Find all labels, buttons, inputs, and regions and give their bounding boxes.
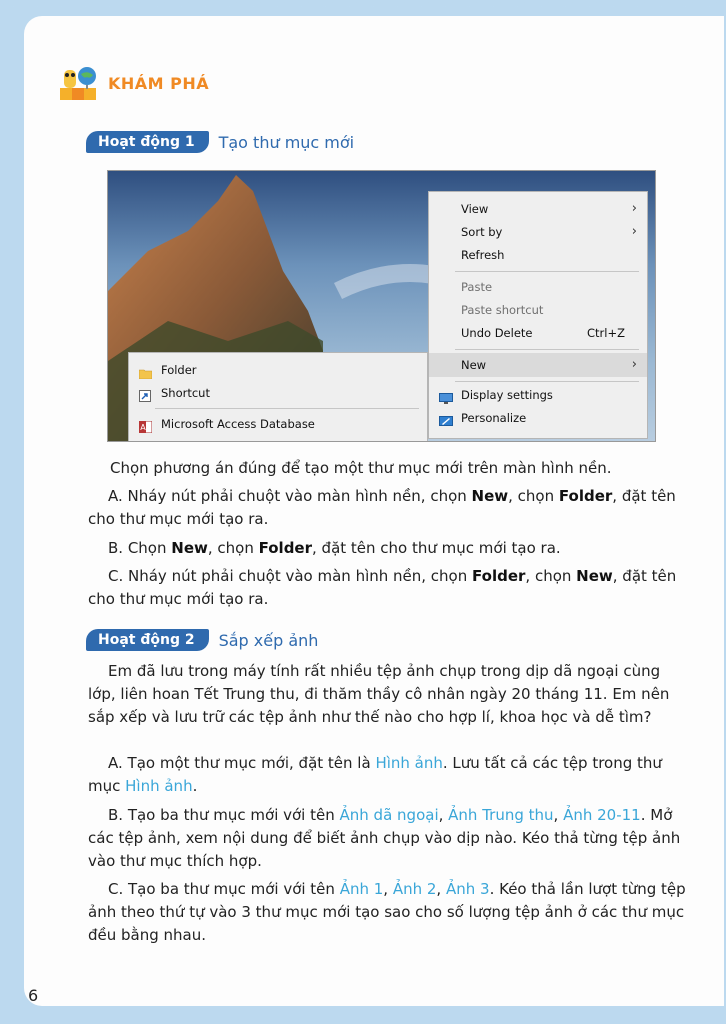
question-2-option-a: A. Tạo một thư mục mới, đặt tên là Hình ảnh. Lưu tất cả các tệp trong thư mục Hình ảnh.: [88, 754, 662, 795]
activity-badge: Hoạt động 1: [86, 131, 209, 153]
menu-item-new[interactable]: New ›: [429, 353, 647, 377]
chevron-right-icon: ›: [631, 224, 637, 239]
activity-2-header: [86, 629, 318, 651]
chevron-right-icon: ›: [631, 357, 637, 372]
submenu-item-shortcut[interactable]: Shortcut: [129, 382, 427, 404]
folder-icon: [139, 364, 151, 375]
page-number: 6: [28, 986, 39, 1005]
mascot-globe-icon: [56, 62, 100, 104]
display-icon: [439, 389, 451, 400]
question-2-option-c: C. Tạo ba thư mục mới với tên Ảnh 1, Ảnh 2, Ảnh 3. Kéo thả lần lượt từng tệp ảnh theo thứ tự vào 3 thư mục mới tạo sao cho số lượng tệp ảnh ở các thư mục đều bằng nhau.: [88, 880, 686, 944]
activity-title: Sắp xếp ảnh: [218, 630, 319, 650]
menu-item-view[interactable]: View ›: [429, 198, 647, 220]
question-2-option-b: B. Tạo ba thư mục mới với tên Ảnh dã ngoại, Ảnh Trung thu, Ảnh 20-11. Mở các tệp ảnh, xem nội dung để biết ảnh chụp vào dịp nào. Kéo thả từng tệp ảnh vào thư mục thích hợp.: [88, 806, 681, 870]
question-1-prompt: Chọn phương án đúng để tạo một thư mục mới trên màn hình nền.: [110, 459, 612, 477]
menu-item-refresh[interactable]: Refresh: [461, 248, 505, 262]
shortcut-label: Ctrl+Z: [587, 326, 625, 340]
menu-item-display-settings[interactable]: Display settings: [429, 384, 647, 406]
activity-1-header: [86, 131, 354, 153]
question-1-option-a: A. Nháy nút phải chuột vào màn hình nền, chọn New, chọn Folder, đặt tên cho thư mục mới tạo ra.: [88, 487, 676, 528]
submenu-item-access-database[interactable]: A Microsoft Access Database: [140, 417, 315, 432]
bottom-border: [0, 1006, 726, 1024]
top-border: [0, 0, 726, 16]
new-submenu: [128, 352, 428, 442]
question-2-prompt: Em đã lưu trong máy tính rất nhiều tệp ảnh chụp trong dịp dã ngoại cùng lớp, liên hoan Tết Trung thu, đi thăm thầy cô nhân ngày 20 tháng 11. Em nên sắp xếp và lưu trữ các tệp ảnh như thế nào cho hợp lí, khoa học và dễ tìm?: [88, 662, 670, 726]
menu-item-personalize[interactable]: Personalize: [429, 407, 647, 429]
access-database-icon: [139, 418, 151, 432]
menu-separator: [155, 408, 419, 409]
shortcut-icon: [139, 387, 151, 398]
desktop-screenshot: [107, 170, 656, 442]
submenu-item-folder[interactable]: Folder: [129, 359, 427, 381]
section-title: KHÁM PHÁ: [108, 73, 210, 93]
menu-item-sort-by[interactable]: Sort by ›: [429, 221, 647, 243]
menu-separator: [455, 271, 639, 272]
activity-badge: Hoạt động 2: [86, 629, 209, 651]
menu-separator: [455, 349, 639, 350]
context-menu: [428, 191, 648, 439]
activity-title: Tạo thư mục mới: [218, 132, 355, 152]
menu-separator: [455, 381, 639, 382]
question-1-option-c: C. Nháy nút phải chuột vào màn hình nền, chọn Folder, chọn New, đặt tên cho thư mục mới tạo ra.: [88, 567, 677, 608]
section-heading: [56, 62, 209, 104]
question-1-option-b: B. Chọn New, chọn Folder, đặt tên cho thư mục mới tạo ra.: [108, 539, 561, 557]
svg-text:A: A: [140, 423, 146, 432]
chevron-right-icon: ›: [631, 201, 637, 216]
menu-item-paste-shortcut[interactable]: Paste shortcut: [461, 303, 544, 317]
menu-item-paste[interactable]: Paste: [461, 280, 493, 294]
menu-item-undo-delete[interactable]: Undo Delete Ctrl+Z: [429, 322, 647, 344]
personalize-icon: [439, 412, 451, 423]
